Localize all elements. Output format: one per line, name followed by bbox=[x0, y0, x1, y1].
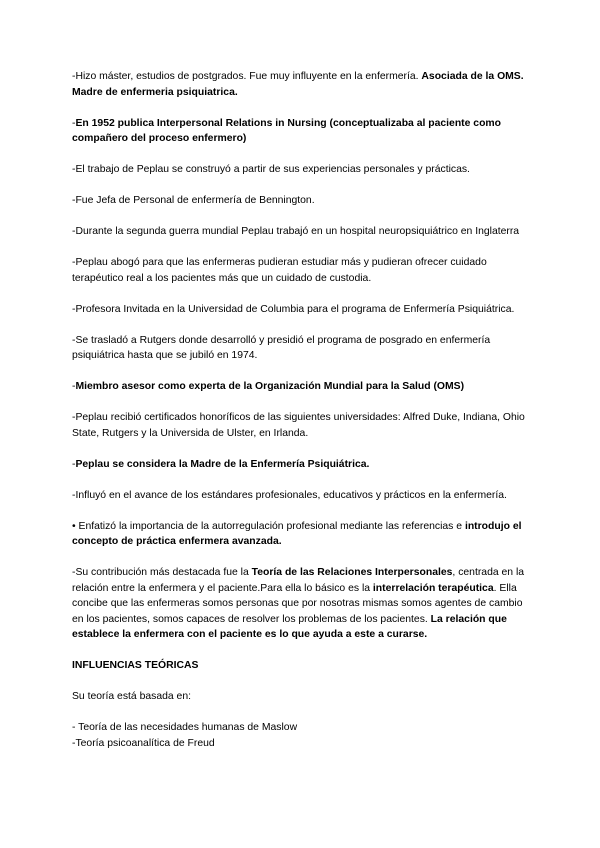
paragraph-mother bbox=[72, 457, 532, 473]
paragraph-text: -Peplau recibió certificados honoríficos de las siguientes universidades: Alfred Duke, Indiana, Ohio State, Rutgers y la Universida de Ulster, en Irlanda. bbox=[72, 412, 525, 439]
paragraph-text: • Enfatizó la importancia de la autorregulación profesional mediante las referencias e bbox=[72, 520, 465, 532]
paragraph-text: -Durante la segunda guerra mundial Peplau trabajó en un hospital neuropsiquiátrico en Inglaterra bbox=[72, 226, 520, 237]
paragraph-publication bbox=[72, 116, 532, 147]
paragraph-advocacy bbox=[72, 255, 532, 286]
paragraph-master bbox=[72, 69, 532, 100]
paragraph-text: -Fue Jefa de Personal de enfermería de Bennington. bbox=[72, 195, 315, 206]
paragraph-rutgers bbox=[72, 333, 532, 364]
section-heading: INFLUENCIAS TEÓRICAS bbox=[72, 660, 199, 671]
paragraph-text: - bbox=[72, 381, 76, 392]
paragraph-text: -Se trasladó a Rutgers donde desarrolló y presidió el programa de posgrado en enfermería psiquiátrica hasta que se jubiló en 1974. bbox=[72, 334, 491, 361]
paragraph-oms bbox=[72, 379, 532, 395]
paragraph-honors bbox=[72, 410, 532, 441]
paragraph-bold: Miembro asesor como experta de la Organización Mundial para la Salud (OMS) bbox=[75, 381, 465, 392]
paragraph-bold: Peplau se considera la Madre de la Enfermería Psiquiátrica. bbox=[75, 458, 370, 470]
list-item: -Teoría psicoanalítica de Freud bbox=[72, 737, 215, 749]
paragraph-text: -Influyó en el avance de los estándares profesionales, educativos y prácticos en la enfermería. bbox=[72, 489, 507, 501]
paragraph-intro: Su teoría está basada en: bbox=[72, 691, 192, 702]
paragraph-text: , centrada en la relación entre la enfermera y el paciente.Para ella lo básico es la bbox=[72, 567, 525, 594]
paragraph-contribution bbox=[72, 565, 532, 643]
paragraph-selfregulation bbox=[72, 519, 532, 550]
paragraph-text: -Profesora Invitada en la Universidad de Columbia para el programa de Enfermería Psiquiátrica. bbox=[72, 303, 515, 315]
paragraph-text: -Su contribución más destacada fue la bbox=[72, 567, 252, 578]
paragraph-text: -Peplau abogó para que las enfermeras pudieran estudiar más y pudieran ofrecer cuidado terapéutico real a los pacientes más que un cuidado de custodia. bbox=[72, 257, 487, 284]
paragraph-standards bbox=[72, 488, 532, 504]
paragraph-text: - bbox=[72, 458, 76, 470]
document-body bbox=[72, 69, 532, 751]
paragraph-bold: interrelación terapéutica bbox=[372, 582, 494, 594]
paragraph-text: -El trabajo de Peplau se construyó a partir de sus experiencias personales y prácticas. bbox=[72, 164, 470, 175]
paragraph-columbia bbox=[72, 302, 532, 318]
list-item: - Teoría de las necesidades humanas de Maslow bbox=[72, 722, 298, 733]
paragraph-war bbox=[72, 224, 532, 240]
paragraph-bold: introdujo el concepto de práctica enfermera avanzada. bbox=[72, 520, 522, 547]
paragraph-bennington bbox=[72, 193, 532, 209]
paragraph-text: -Hizo máster, estudios de postgrados. Fue muy influyente en la enfermería. bbox=[72, 71, 422, 82]
paragraph-bold: Teoría de las Relaciones Interpersonales bbox=[251, 567, 453, 578]
paragraph-text: - bbox=[72, 117, 76, 129]
paragraph-text: . Ella concibe que las enfermeras somos personas que por nosotras mismas somos agentes de cambio en los pacientes, somos capaces de resolver los problemas de los pacientes. bbox=[72, 582, 523, 625]
paragraph-experiences bbox=[72, 162, 532, 178]
paragraph-bold: En 1952 publica Interpersonal Relations in Nursing (conceptualizaba al paciente como compañero del proceso enfermero) bbox=[72, 117, 502, 144]
paragraph-bold: Asociada de la OMS. Madre de enfermeria psiquiatrica. bbox=[72, 71, 524, 98]
paragraph-bold: La relación que establece la enfermera con el paciente es lo que ayuda a este a curarse. bbox=[72, 613, 507, 640]
